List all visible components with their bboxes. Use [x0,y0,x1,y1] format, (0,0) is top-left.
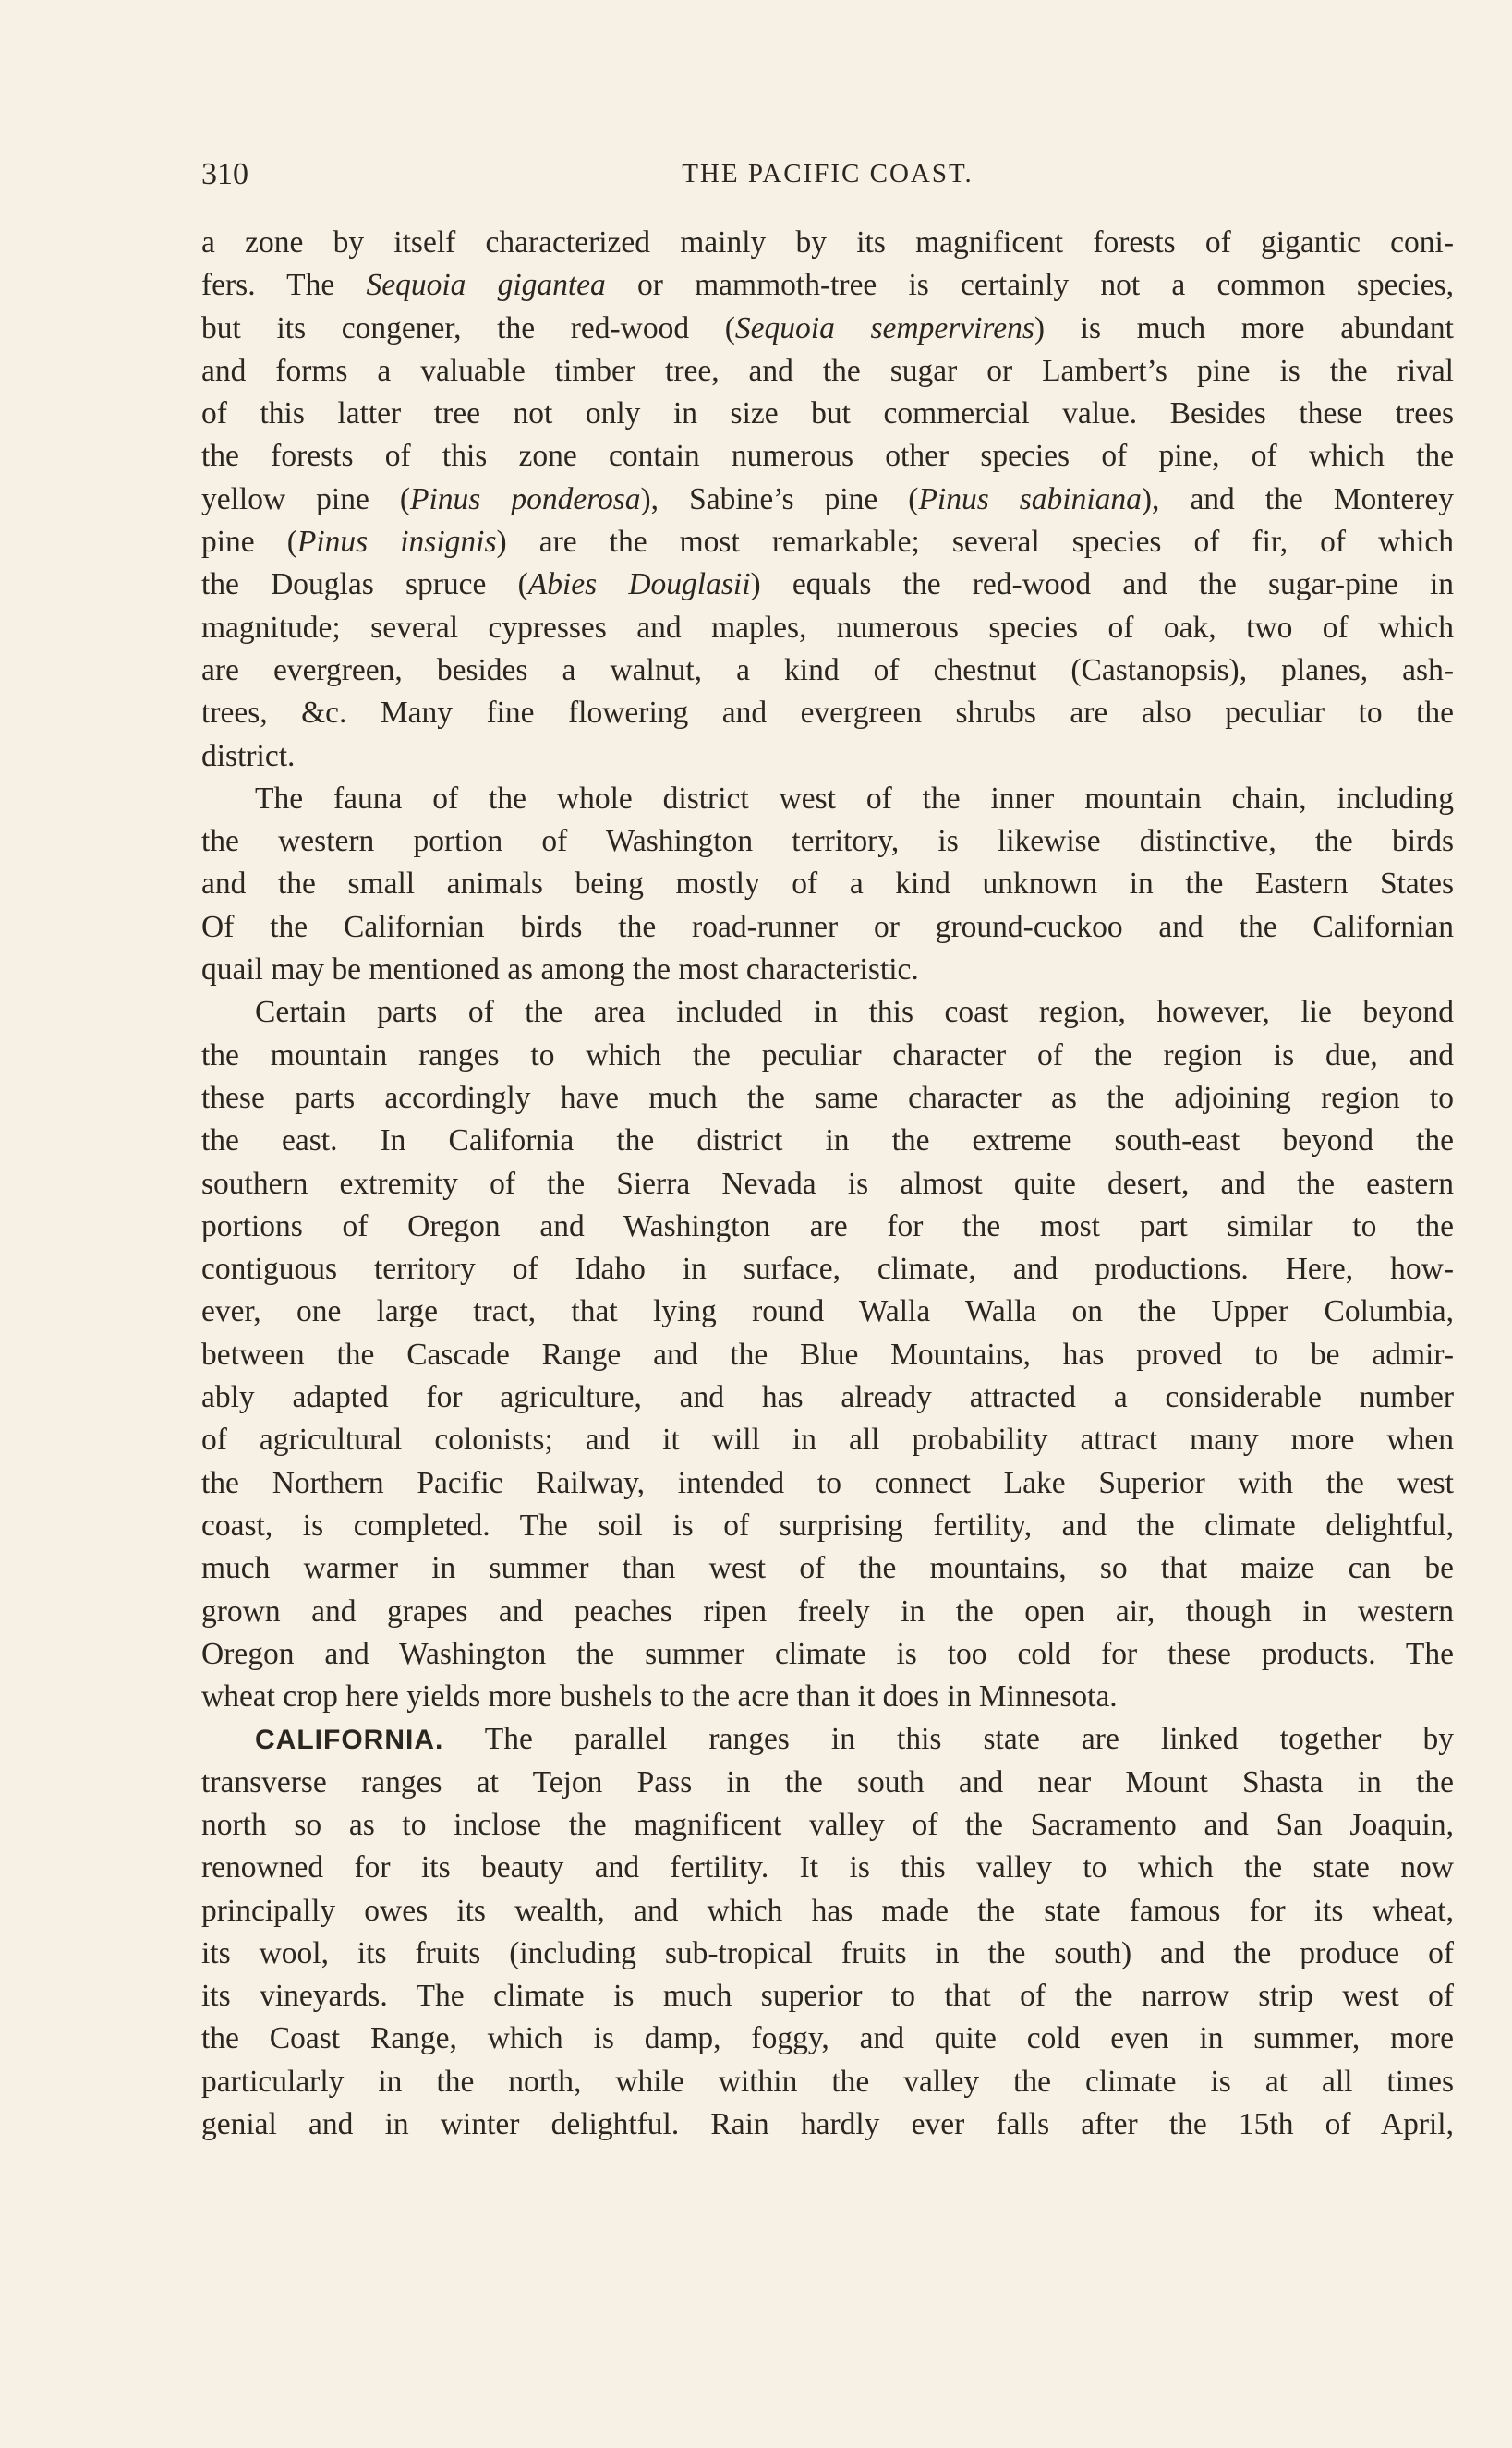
text-line [201,1890,1454,1933]
text-run: renowned for its beauty and fertility. It is this valley to which the state now [201,1850,1454,1885]
text-run: but its congener, the red-wood ( [201,310,735,345]
text-run: the east. In California the district in the extreme south-east beyond the [201,1123,1454,1158]
text-run: a zone by itself characterized mainly by its magnificent forests of gigantic coni- [201,225,1454,260]
text-run: ), and the Monterey [1141,481,1454,516]
text-run: pine ( [201,525,297,560]
text-run: southern extremity of the Sierra Nevada is almost quite desert, and the eastern [201,1166,1454,1201]
text-line [201,1676,1454,1718]
text-line [201,1376,1454,1419]
text-line [201,1804,1454,1847]
text-line [201,479,1454,521]
italic-term: Sequoia gigantea [366,268,606,303]
page-header [201,157,1454,198]
text-line [201,906,1454,949]
text-line [201,1462,1454,1505]
text-run: ) are the most remarkable; several species of fir, of which [496,525,1454,560]
text-run: these parts accordingly have much the same character as the adjoining region to [201,1080,1454,1115]
text-run: yellow pine ( [201,481,411,516]
text-run: much warmer in summer than west of the mountains, so that maize can be [201,1551,1454,1586]
italic-term: Sequoia sempervirens [734,310,1034,345]
text-run: and the small animals being mostly of a kind unknown in the Eastern States [201,866,1454,902]
italic-term: Pinus ponderosa [410,481,641,516]
body-text [201,222,1454,2146]
text-line [201,778,1454,820]
text-line [201,393,1454,435]
text-run: genial and in winter delightful. Rain hardly ever falls after the 15th of April, [201,2107,1454,2142]
text-run: ever, one large tract, that lying round Walla Walla on the Upper Columbia, [201,1294,1454,1329]
text-line [201,2103,1454,2146]
text-line [201,1120,1454,1162]
text-line [201,1505,1454,1547]
text-line [201,1975,1454,2018]
text-line [201,735,1454,778]
text-run: or mammoth-tree is certainly not a common species, [605,268,1454,303]
text-line [201,2018,1454,2060]
text-run: coast, is completed. The soil is of surprising fertility, and the climate delightful, [201,1508,1454,1543]
text-line [201,1933,1454,1975]
text-run: principally owes its wealth, and which has made the state famous for its wheat, [201,1893,1454,1928]
text-line [201,222,1454,264]
section-heading: CALIFORNIA. [255,1725,444,1756]
text-line [201,607,1454,649]
text-line [201,1633,1454,1676]
text-run: magnitude; several cypresses and maples, numerous species of oak, two of which [201,610,1454,645]
text-line [201,350,1454,393]
text-line [201,649,1454,692]
text-line [201,264,1454,307]
text-run: The parallel ranges in this state are linked together by [443,1722,1454,1757]
text-run: Oregon and Washington the summer climate is too cold for these products. The [201,1636,1454,1671]
text-run: portions of Oregon and Washington are for the most part similar to the [201,1208,1454,1243]
text-line [201,820,1454,863]
text-line [201,692,1454,734]
text-line [201,1291,1454,1333]
text-line [201,863,1454,905]
text-run: the Northern Pacific Railway, intended to connect Lake Superior with the west [201,1465,1454,1500]
text-run: ) is much more abundant [1034,310,1454,345]
text-run: the western portion of Washington territory, is likewise distinctive, the birds [201,824,1454,859]
text-line [201,1035,1454,1077]
text-run: of agricultural colonists; and it will in all probability attract many more when [201,1423,1454,1458]
text-run: grown and grapes and peaches ripen freely in the open air, though in western [201,1594,1454,1629]
text-line [201,1762,1454,1804]
text-run: its vineyards. The climate is much superior to that of the narrow strip west of [201,1979,1454,2014]
text-line [201,1077,1454,1120]
text-line [201,564,1454,606]
text-line [201,521,1454,564]
text-run: fers. The [201,268,367,303]
text-line [201,435,1454,478]
text-run: Certain parts of the area included in this coast region, however, lie beyond [255,995,1454,1030]
italic-term: Abies Douglasii [527,567,751,602]
text-run: wheat crop here yields more bushels to the acre than it does in Minnesota. [201,1679,1118,1715]
text-run: its wool, its fruits (including sub-tropical fruits in the south) and the produce of [201,1935,1454,1970]
text-run: ), Sabine’s pine ( [640,481,919,516]
text-run: district. [201,738,296,773]
text-run: of this latter tree not only in size but commercial value. Besides these trees [201,396,1454,431]
text-line [201,1591,1454,1633]
text-run: ) equals the red-wood and the sugar-pine in [750,567,1454,602]
text-line [201,1547,1454,1590]
italic-term: Pinus sabiniana [918,481,1142,516]
text-run: between the Cascade Range and the Blue Mountains, has proved to be admir- [201,1337,1454,1372]
text-run: quail may be mentioned as among the most characteristic. [201,952,919,988]
text-run: the forests of this zone contain numerous other species of pine, of which the [201,439,1454,474]
text-run: trees, &c. Many fine flowering and evergreen shrubs are also peculiar to the [201,696,1454,731]
text-line [201,949,1454,991]
text-line [201,1847,1454,1889]
text-line [201,1419,1454,1461]
text-run: are evergreen, besides a walnut, a kind of chestnut (Castanopsis), planes, ash- [201,652,1454,687]
text-line [201,1206,1454,1248]
text-run: north so as to inclose the magnificent valley of the Sacramento and San Joaquin, [201,1807,1454,1842]
italic-term: Pinus insignis [296,525,497,560]
text-line [201,1163,1454,1206]
text-run: The fauna of the whole district west of the inner mountain chain, including [255,781,1454,816]
text-run: Of the Californian birds the road-runner or ground-cuckoo and the Californian [201,909,1454,944]
page-number: 310 [201,157,248,191]
text-line [201,991,1454,1034]
text-line [201,2061,1454,2103]
text-line [201,1334,1454,1376]
text-run: contiguous territory of Idaho in surface, climate, and productions. Here, how- [201,1252,1454,1287]
text-run: transverse ranges at Tejon Pass in the south and near Mount Shasta in the [201,1764,1454,1800]
running-title: THE PACIFIC COAST. [682,159,974,188]
text-run: and forms a valuable timber tree, and the sugar or Lambert’s pine is the rival [201,353,1454,388]
text-run: the Coast Range, which is damp, foggy, and quite cold even in summer, more [201,2021,1454,2056]
text-run: the Douglas spruce ( [201,567,528,602]
text-line [201,1248,1454,1291]
text-line [201,1718,1454,1761]
text-run: the mountain ranges to which the peculiar character of the region is due, and [201,1037,1454,1073]
text-line [201,308,1454,350]
text-run: ably adapted for agriculture, and has already attracted a considerable number [201,1380,1454,1415]
text-run: particularly in the north, while within the valley the climate is at all times [201,2064,1454,2099]
